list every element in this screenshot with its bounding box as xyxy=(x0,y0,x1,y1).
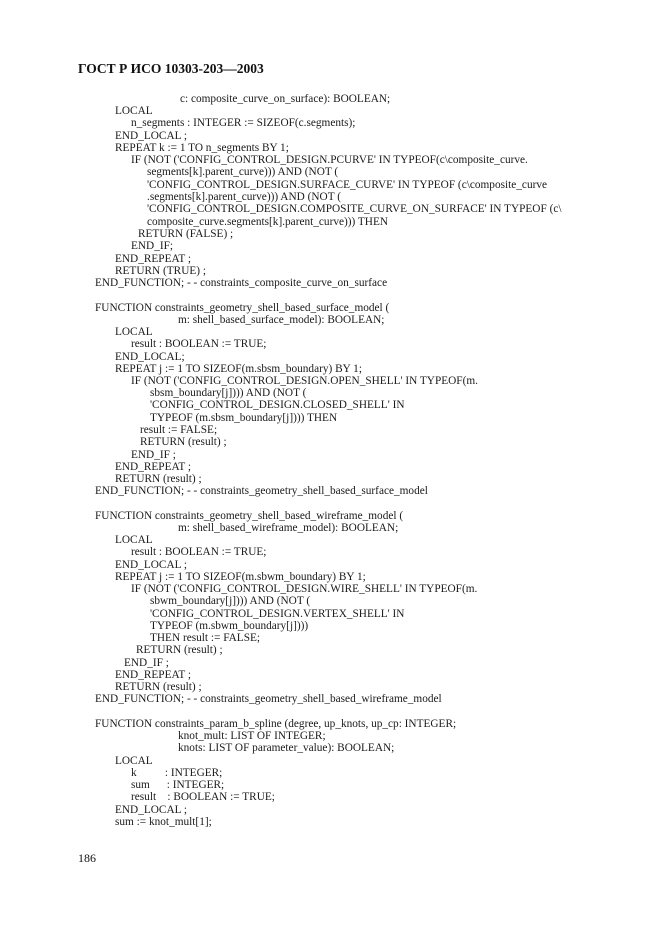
code-line: REPEAT k := 1 TO n_segments BY 1; xyxy=(115,142,289,154)
code-line: END_FUNCTION; - - constraints_composite_curve_on_surface xyxy=(95,277,388,289)
code-line: LOCAL xyxy=(115,105,153,117)
code-line: k : INTEGER; xyxy=(131,767,223,779)
code-line: LOCAL xyxy=(115,326,153,338)
code-line: composite_curve.segments[k].parent_curve))) THEN xyxy=(147,216,389,228)
code-line: RETURN (result) ; xyxy=(115,473,202,485)
code-line: THEN result := FALSE; xyxy=(150,632,261,644)
code-line: LOCAL xyxy=(115,755,153,767)
code-line: IF (NOT ('CONFIG_CONTROL_DESIGN.OPEN_SHELL' IN TYPEOF(m. xyxy=(131,375,478,387)
code-line: 'CONFIG_CONTROL_DESIGN.VERTEX_SHELL' IN xyxy=(150,608,405,620)
code-line: 'CONFIG_CONTROL_DESIGN.COMPOSITE_CURVE_ON_SURFACE' IN TYPEOF (c\ xyxy=(147,203,562,215)
code-line: END_LOCAL ; xyxy=(115,559,188,571)
code-line: END_IF ; xyxy=(131,449,176,461)
code-line: FUNCTION constraints_geometry_shell_based_surface_model ( xyxy=(95,302,390,314)
code-line: END_IF; xyxy=(131,240,174,252)
code-line: END_REPEAT ; xyxy=(115,253,192,265)
code-line: END_REPEAT ; xyxy=(115,669,192,681)
code-line: END_LOCAL ; xyxy=(115,804,188,816)
code-line: RETURN (result) ; xyxy=(136,644,223,656)
code-line: .segments[k].parent_curve))) AND (NOT ( xyxy=(147,191,341,203)
code-line: END_FUNCTION; - - constraints_geometry_shell_based_wireframe_model xyxy=(95,693,442,705)
code-line: sum : INTEGER; xyxy=(131,779,225,791)
code-line: m: shell_based_wireframe_model): BOOLEAN; xyxy=(178,522,399,534)
code-line: knots: LIST OF parameter_value): BOOLEAN; xyxy=(178,742,395,754)
code-line: FUNCTION constraints_geometry_shell_based_wireframe_model ( xyxy=(95,510,404,522)
code-line: TYPEOF (m.sbwm_boundary[j]))) xyxy=(150,620,309,632)
code-line: TYPEOF (m.sbsm_boundary[j]))) THEN xyxy=(150,412,338,424)
code-line: REPEAT j := 1 TO SIZEOF(m.sbwm_boundary) BY 1; xyxy=(115,571,366,583)
code-line: c: composite_curve_on_surface): BOOLEAN; xyxy=(180,93,391,105)
code-line: m: shell_based_surface_model): BOOLEAN; xyxy=(178,314,385,326)
code-line: IF (NOT ('CONFIG_CONTROL_DESIGN.WIRE_SHELL' IN TYPEOF(m. xyxy=(131,583,478,595)
code-line: RETURN (FALSE) ; xyxy=(138,228,234,240)
code-line: REPEAT j := 1 TO SIZEOF(m.sbsm_boundary) BY 1; xyxy=(115,363,362,375)
code-line: knot_mult: LIST OF INTEGER; xyxy=(178,730,326,742)
code-line: 'CONFIG_CONTROL_DESIGN.CLOSED_SHELL' IN xyxy=(150,399,405,411)
code-line: result : BOOLEAN := TRUE; xyxy=(131,546,267,558)
code-line: sum := knot_mult[1]; xyxy=(115,816,212,828)
code-line: RETURN (TRUE) ; xyxy=(115,265,206,277)
code-line: LOCAL xyxy=(115,534,153,546)
code-line: 'CONFIG_CONTROL_DESIGN.SURFACE_CURVE' IN TYPEOF (c\composite_curve xyxy=(147,179,548,191)
code-line: FUNCTION constraints_param_b_spline (degree, up_knots, up_cp: INTEGER; xyxy=(95,718,457,730)
code-line: result : BOOLEAN := TRUE; xyxy=(131,791,275,803)
code-line: RETURN (result) ; xyxy=(115,681,202,693)
page-header: ГОСТ Р ИСО 10303-203—2003 xyxy=(78,61,264,76)
code-line: sbsm_boundary[j]))) AND (NOT ( xyxy=(150,387,307,399)
code-line: sbwm_boundary[j]))) AND (NOT ( xyxy=(150,595,311,607)
code-line: END_REPEAT ; xyxy=(115,461,192,473)
code-line: result : BOOLEAN := TRUE; xyxy=(131,338,267,350)
code-line: END_LOCAL ; xyxy=(115,130,188,142)
code-line: END_IF ; xyxy=(124,657,169,669)
code-line: END_FUNCTION; - - constraints_geometry_shell_based_surface_model xyxy=(95,485,428,497)
code-line: END_LOCAL; xyxy=(115,351,185,363)
code-line: RETURN (result) ; xyxy=(140,436,227,448)
code-line: result := FALSE; xyxy=(140,424,218,436)
page-number: 186 xyxy=(78,851,96,865)
code-line: segments[k].parent_curve))) AND (NOT ( xyxy=(147,166,339,178)
code-line: IF (NOT ('CONFIG_CONTROL_DESIGN.PCURVE' IN TYPEOF(c\composite_curve. xyxy=(131,154,528,166)
code-line: n_segments : INTEGER := SIZEOF(c.segments); xyxy=(131,117,356,129)
